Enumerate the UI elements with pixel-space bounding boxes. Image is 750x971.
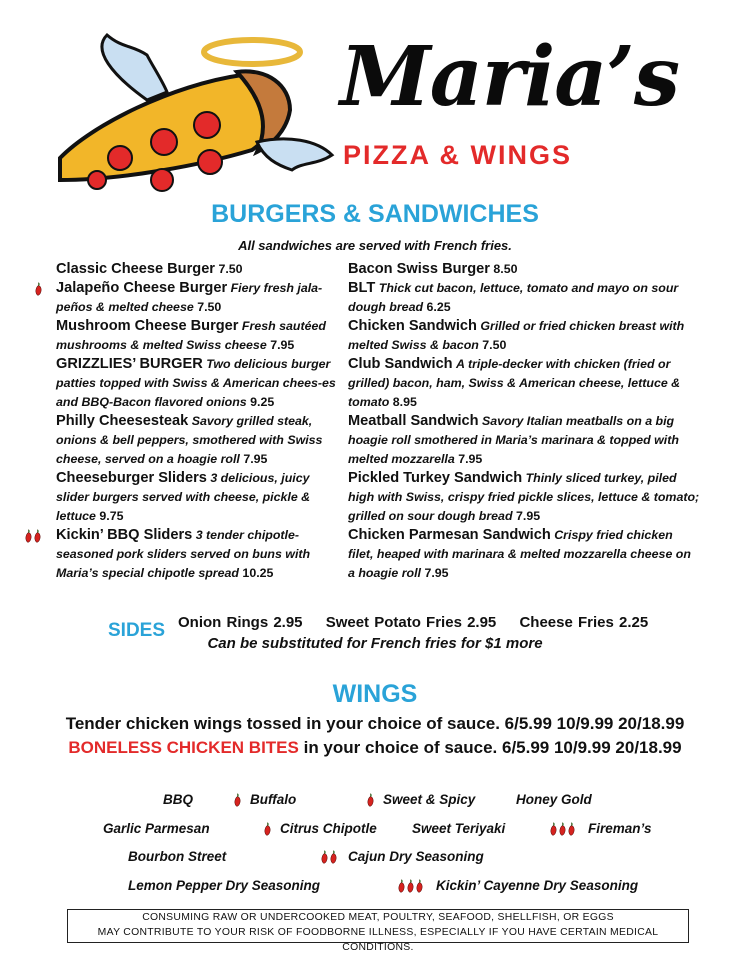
side-item: Sweet Potato Fries 2.95 [325,614,497,631]
sauce-name: Kickin’ Cayenne Dry Seasoning [436,878,639,893]
menu-item-price: 10.25 [242,566,274,580]
sauce-name: Buffalo [250,792,297,807]
menu-item-price: 7.50 [197,300,222,314]
menu-item-price: 7.95 [515,509,541,523]
menu-item-name: Classic Cheese Burger [56,261,215,277]
sauce-name: Bourbon Street [128,849,227,864]
menu-item-desc: Fresh sautéed mushrooms & melted Swiss cheese [56,319,326,352]
menu-item-price: 9.75 [99,509,124,523]
sauce-name: Lemon Pepper Dry Seasoning [128,878,321,893]
sauce-item [250,792,296,807]
menu-item-name: Chicken Parmesan Sandwich [348,527,551,543]
menu-item-desc: Thick cut bacon, lettuce, tomato and mayo on sour dough bread [348,281,679,314]
sauce-item [103,821,210,836]
menu-item-price: 7.95 [458,452,483,466]
sauce-item [128,849,226,864]
sauce-item [436,878,638,893]
pepper-icon [366,793,375,810]
menu-item-price: 6.25 [426,300,451,314]
menu-item-name: Mushroom Cheese Burger [56,318,239,334]
pepper-icon [34,282,43,302]
menu-item-desc: Two delicious burger patties topped with Swiss & American chees-es and BBQ-Bacon flavored onions [56,357,336,409]
menu-item-desc: 3 delicious, juicy slider burgers served with cheese, pickle & lettuce [56,471,311,523]
sauce-item [412,821,505,836]
menu-item-name: Pickled Turkey Sandwich [348,470,523,486]
menu-item [348,526,700,583]
menu-item-price: 7.50 [482,338,507,352]
menu-item-price: 7.95 [243,452,268,466]
menu-item-name: Bacon Swiss Burger [348,261,490,277]
pepper-icon [397,879,424,896]
sauce-name: Garlic Parmesan [103,821,210,836]
sauce-name: Citrus Chipotle [280,821,377,836]
sauce-item [516,792,592,807]
menu-item-desc: Savory grilled steak, onions & bell peppers, smothered with Swiss cheese, served on a hoagie roll [56,414,323,466]
menu-item-desc: Savory Italian meatballs on a big hoagie roll smothered in Maria’s marinara & topped with melted mozzarella [348,414,679,466]
menu-item-price: 8.95 [392,395,417,409]
wings-section-title: WINGS [332,680,418,708]
sauce-item [128,878,320,893]
burgers-right-column [348,260,700,583]
pepper-icon [233,793,242,810]
menu-item-desc: 3 tender chipotle-seasoned pork sliders served on buns with Maria’s special chipotle spread [56,528,311,580]
menu-item-price: 7.50 [218,262,243,276]
menu-item-name: GRIZZLIES’ BURGER [56,356,203,372]
menu-item-name: Chicken Sandwich [348,318,477,334]
menu-item-desc: A triple-decker with chicken (fried or grilled) bacon, ham, Swiss & American cheese, lettuce & tomato [348,357,681,409]
side-item: Onion Rings 2.95 [178,614,303,631]
menu-item [56,412,338,469]
boneless-rest: in your choice of sauce. 6/5.99 10/9.99 20/18.99 [298,738,682,757]
boneless-label: BONELESS CHICKEN BITES [68,738,299,757]
menu-item [348,412,700,469]
side-item: Cheese Fries 2.25 [519,614,649,631]
boneless-pricing [0,738,750,758]
pepper-icon [320,850,338,867]
menu-item [56,469,338,526]
menu-item-name: Philly Cheesesteak [56,413,189,429]
sides-label: SIDES [108,620,166,641]
food-safety-disclaimer [67,909,689,953]
sides-items [178,614,666,631]
sauce-name: Honey Gold [516,792,592,807]
menu-item-name: Kickin’ BBQ Sliders [56,527,193,543]
sauce-name: Sweet Teriyaki [412,821,506,836]
menu-item-desc: Grilled or fried chicken breast with melted Swiss & bacon [348,319,685,352]
menu-item-price: 7.95 [424,566,449,580]
burgers-left-column [56,260,338,583]
sauce-name: BBQ [163,792,193,807]
sauce-item [383,792,475,807]
pizza-logo-icon [52,30,342,200]
sauce-item [588,821,652,836]
sauce-name: Cajun Dry Seasoning [348,849,484,864]
burgers-note: All sandwiches are served with French fries. [238,238,512,253]
disclaimer-line: MAY CONTRIBUTE TO YOUR RISK OF FOODBORNE ILLNESS, ESPECIALLY IF YOU HAVE CERTAIN MEDICAL CONDITIONS. [97,927,659,953]
menu-item [56,355,338,412]
menu-item-desc: Fiery fresh jala-peños & melted cheese [56,281,323,314]
menu-item [56,279,338,317]
menu-item [348,469,700,526]
disclaimer-line: CONSUMING RAW OR UNDERCOOKED MEAT, POULTRY, SEAFOOD, SHELLFISH, OR EGGS [142,912,614,923]
sauce-name: Fireman’s [588,821,652,836]
sauce-item [348,849,484,864]
menu-item-name: Club Sandwich [348,356,453,372]
menu-item-price: 7.95 [270,338,295,352]
menu-item [56,526,338,583]
menu-item [348,355,700,412]
menu-item [348,279,700,317]
burgers-section-title: BURGERS & SANDWICHES [211,200,539,228]
menu-item [348,260,700,279]
sauce-item [280,821,377,836]
sauce-name: Sweet & Spicy [383,792,476,807]
sides-note: Can be substituted for French fries for $1 more [207,635,543,652]
pepper-icon [549,822,576,839]
menu-item [348,317,700,355]
menu-item-name: Meatball Sandwich [348,413,479,429]
brand-tagline: PIZZA & WINGS [343,140,572,170]
pepper-icon [263,822,272,839]
pepper-icon [24,529,42,549]
sauce-item [163,792,193,807]
menu-item-price: 9.25 [250,395,275,409]
menu-item-desc: Thinly sliced turkey, piled high with Swiss, crispy fried pickle slices, lettuce & tomato; grilled on sour dough bread [348,471,700,523]
menu-item [56,317,338,355]
brand-name: Maria’s [340,29,680,125]
menu-item-desc: Crispy fried chicken filet, heaped with marinara & melted mozzarella cheese on a hoagie roll [348,528,691,580]
wings-pricing: Tender chicken wings tossed in your choice of sauce. 6/5.99 10/9.99 20/18.99 [65,714,685,733]
menu-item-name: BLT [348,280,376,296]
menu-item-name: Cheeseburger Sliders [56,470,207,486]
menu-item-price: 8.50 [493,262,518,276]
menu-item [56,260,338,279]
menu-item-name: Jalapeño Cheese Burger [56,280,228,296]
